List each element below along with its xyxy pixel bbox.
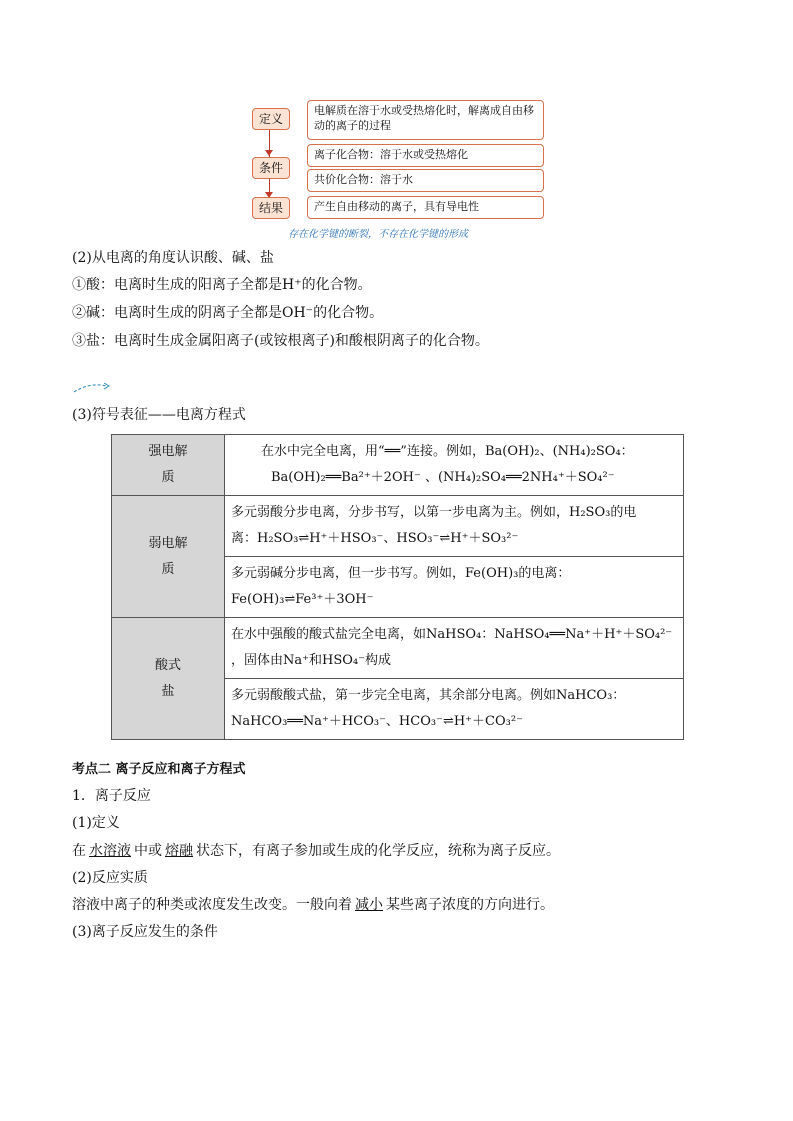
weak-base-line-2: Fe(OH)₃⇌Fe³⁺＋3OH⁻ <box>231 592 374 607</box>
diagram-definition-text: 电解质在溶于水或受热熔化时，解离成自由移动的离子的过程 <box>307 100 544 140</box>
section2-heading: (2)从电离的角度认识酸、碱、盐 <box>72 250 274 266</box>
blank-aqueous-solution: 水溶液 <box>89 843 131 859</box>
essence-sentence: 溶液中离子的种类或浓度发生改变。一般向着 减小 某些离子浓度的方向进行。 <box>72 897 554 913</box>
acid-salt-weak-line-1: 多元弱酸酸式盐，第一步完全电离，其余部分电离。例如NaHCO₃： <box>231 688 626 703</box>
acid-definition: ①酸：电离时生成的阳离子全都是H⁺的化合物。 <box>72 277 372 293</box>
subsection-essence: (2)反应实质 <box>72 870 148 886</box>
weak-acid-line-1: 多元弱酸分步电离，分步书写，以第一步电离为主。例如，H₂SO₃的电 <box>231 505 637 520</box>
section3-heading: (3)符号表征——电离方程式 <box>72 407 246 423</box>
ionization-equation-table <box>111 434 684 740</box>
diagram-condition-ionic: 离子化合物：溶于水或受热熔化 <box>307 144 544 167</box>
acid-salt-header: 酸式盐 <box>112 618 225 740</box>
dashed-arrow-icon <box>72 380 112 394</box>
strong-line-2: Ba(OH)₂══Ba²⁺＋2OH⁻ 、(NH₄)₂SO₄══2NH₄⁺＋SO₄²⁻ <box>271 470 615 485</box>
weak-base-cell <box>225 557 684 618</box>
arrow-down-icon <box>265 150 273 156</box>
diagram-result-text: 产生自由移动的离子，具有导电性 <box>307 196 544 219</box>
blank-decrease: 减小 <box>355 897 383 913</box>
blank-molten: 熔融 <box>165 843 193 859</box>
subsection-conditions: (3)离子反应发生的条件 <box>72 924 218 940</box>
topic2-heading: 考点二 离子反应和离子方程式 <box>72 762 246 777</box>
weak-acid-cell <box>225 496 684 557</box>
weak-electrolyte-header: 弱电解质 <box>112 496 225 618</box>
diagram-label-result: 结果 <box>252 197 290 219</box>
subsection-definition: (1)定义 <box>72 815 120 831</box>
acid-salt-strong-line-1: 在水中强酸的酸式盐完全电离，如NaHSO₄：NaHSO₄══Na⁺＋H⁺＋SO₄²⁻ <box>231 627 673 642</box>
subsection-ionic-reaction: 1．离子反应 <box>72 788 151 804</box>
acid-salt-strong-cell <box>225 618 684 679</box>
acid-salt-weak-line-2: NaHCO₃══Na⁺＋HCO₃⁻、HCO₃⁻⇌H⁺＋CO₃²⁻ <box>231 714 523 729</box>
weak-acid-line-2: 离：H₂SO₃⇌H⁺＋HSO₃⁻、HSO₃⁻⇌H⁺＋SO₃²⁻ <box>231 531 519 546</box>
diagram-note: 存在化学键的断裂，不存在化学键的形成 <box>288 229 468 240</box>
salt-definition: ③盐：电离时生成金属阳离子(或铵根离子)和酸根阴离子的化合物。 <box>72 333 489 349</box>
diagram-label-definition: 定义 <box>252 108 290 130</box>
acid-salt-weak-cell <box>225 679 684 740</box>
strong-line-1: 在水中完全电离，用“══”连接。例如，Ba(OH)₂、(NH₄)₂SO₄： <box>261 444 634 459</box>
strong-electrolyte-cell <box>225 435 684 496</box>
definition-sentence: 在 水溶液 中或 熔融 状态下，有离子参加或生成的化学反应，统称为离子反应。 <box>72 843 560 859</box>
weak-base-line-1: 多元弱碱分步电离，但一步书写。例如，Fe(OH)₃的电离： <box>231 566 571 581</box>
diagram-label-condition: 条件 <box>252 157 290 179</box>
base-definition: ②碱：电离时生成的阴离子全都是OH⁻的化合物。 <box>72 305 384 321</box>
strong-electrolyte-header: 强电解质 <box>112 435 225 496</box>
diagram-condition-covalent: 共价化合物：溶于水 <box>307 169 544 192</box>
acid-salt-strong-line-2: ，固体由Na⁺和HSO₄⁻构成 <box>231 653 391 668</box>
